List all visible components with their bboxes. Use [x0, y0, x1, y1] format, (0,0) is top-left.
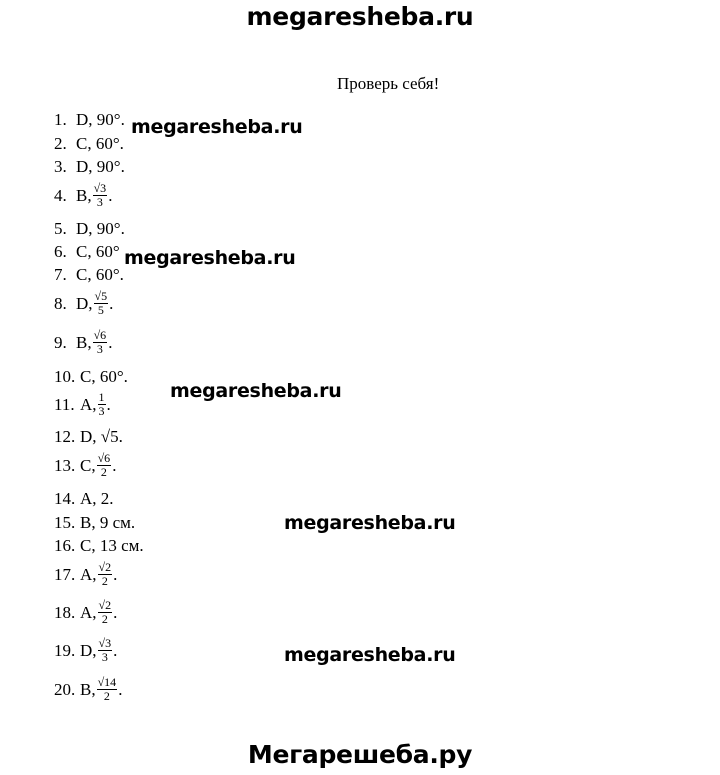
answer-item	[54, 428, 123, 445]
answer-letter: A,	[80, 602, 97, 622]
watermark: megaresheba.ru	[170, 380, 342, 402]
fraction	[93, 329, 108, 355]
watermark-bottom: Мегарешеба.ру	[247, 740, 473, 769]
fraction	[93, 182, 108, 208]
answer-number: 12.	[54, 427, 76, 446]
fraction-denominator: 5	[97, 302, 104, 317]
answer-number: 11.	[54, 394, 75, 414]
answer-item	[54, 561, 117, 587]
answer-number: 2.	[54, 134, 67, 153]
fraction	[98, 391, 106, 417]
answer-item	[54, 676, 122, 702]
answer-value: 60°.	[99, 367, 128, 386]
answer-letter: D,	[80, 640, 97, 660]
answer-value: 13 см.	[99, 536, 144, 555]
fraction-numerator: 1	[98, 390, 105, 404]
answer-tail: .	[108, 185, 113, 205]
answer-number: 4.	[54, 185, 67, 205]
answer-value: 60°.	[95, 265, 124, 284]
answer-letter: B,	[80, 679, 96, 699]
answer-value: 2.	[100, 489, 114, 508]
answer-tail: .	[112, 455, 117, 475]
answer-number: 14.	[54, 489, 76, 508]
fraction-numerator: √3	[98, 636, 112, 650]
answer-number: 8.	[54, 293, 67, 313]
answer-letter: C,	[80, 536, 96, 555]
answer-item	[54, 290, 113, 316]
fraction-numerator: √2	[98, 560, 112, 574]
answer-number: 9.	[54, 332, 67, 352]
fraction	[98, 599, 113, 625]
watermark: megaresheba.ru	[124, 247, 296, 269]
answer-value: 9 см.	[99, 513, 136, 532]
fraction	[97, 676, 118, 702]
answer-tail: .	[113, 564, 118, 584]
page-title: Проверь себя!	[337, 74, 440, 93]
answer-letter: D,	[76, 110, 93, 129]
fraction-denominator: 3	[101, 649, 108, 664]
answer-item	[54, 637, 117, 663]
answer-item	[54, 391, 111, 417]
answer-tail: .	[106, 394, 111, 414]
answer-value: 90°.	[96, 110, 125, 129]
answer-letter: D,	[76, 157, 93, 176]
answer-letter: C,	[80, 367, 96, 386]
answer-item	[54, 158, 125, 175]
answer-tail: .	[113, 602, 118, 622]
answer-item	[54, 452, 116, 478]
fraction-denominator: 3	[98, 403, 105, 418]
fraction-numerator: √14	[97, 675, 117, 689]
answer-letter: C,	[76, 242, 92, 261]
answer-item	[54, 490, 114, 507]
fraction-denominator: 3	[96, 341, 103, 356]
fraction	[98, 561, 113, 587]
fraction-numerator: √6	[93, 328, 107, 342]
answer-letter: A,	[80, 564, 97, 584]
answer-number: 5.	[54, 219, 67, 238]
answer-letter: B,	[80, 513, 96, 532]
answer-number: 20.	[54, 679, 76, 699]
fraction-numerator: √2	[98, 598, 112, 612]
answer-letter: D,	[76, 219, 93, 238]
answer-item	[54, 243, 120, 260]
answer-number: 17.	[54, 564, 76, 584]
watermark: megaresheba.ru	[131, 116, 303, 138]
watermark-top: megaresheba.ru	[246, 2, 474, 31]
fraction-denominator: 2	[101, 573, 108, 588]
answer-number: 6.	[54, 242, 67, 261]
answer-letter: B,	[76, 332, 92, 352]
watermark: megaresheba.ru	[284, 512, 456, 534]
answer-value: √5.	[100, 427, 123, 446]
answer-item	[54, 135, 124, 152]
answer-value: 90°.	[96, 157, 125, 176]
answer-number: 7.	[54, 265, 67, 284]
answer-number: 13.	[54, 455, 76, 475]
answer-letter: C,	[76, 134, 92, 153]
answer-number: 16.	[54, 536, 76, 555]
answer-letter: A,	[80, 394, 97, 414]
answer-number: 15.	[54, 513, 76, 532]
answer-letter: A,	[80, 489, 97, 508]
answer-number: 3.	[54, 157, 67, 176]
answer-value: 60°	[95, 242, 120, 261]
answer-value: 90°.	[96, 219, 125, 238]
watermark: megaresheba.ru	[284, 644, 456, 666]
answer-letter: B,	[76, 185, 92, 205]
fraction-numerator: √3	[93, 181, 107, 195]
fraction-denominator: 2	[100, 464, 107, 479]
answer-number: 19.	[54, 640, 76, 660]
fraction-denominator: 2	[101, 611, 108, 626]
answer-item	[54, 514, 135, 531]
answer-letter: D,	[80, 427, 97, 446]
answer-item	[54, 182, 112, 208]
fraction-denominator: 3	[96, 194, 103, 209]
answer-item	[54, 599, 117, 625]
answer-tail: .	[118, 679, 123, 699]
fraction-numerator: √5	[94, 289, 108, 303]
answer-item	[54, 537, 144, 554]
answer-letter: C,	[76, 265, 92, 284]
fraction-numerator: √6	[97, 451, 111, 465]
answer-number: 1.	[54, 110, 67, 129]
answer-letter: C,	[80, 455, 96, 475]
answer-number: 18.	[54, 602, 76, 622]
answer-item	[54, 111, 125, 128]
answer-item	[54, 266, 124, 283]
answer-tail: .	[108, 332, 113, 352]
answer-item	[54, 220, 125, 237]
answer-tail: .	[113, 640, 118, 660]
answer-number: 10.	[54, 367, 76, 386]
fraction	[98, 637, 113, 663]
answer-tail: .	[109, 293, 114, 313]
answer-item	[54, 329, 112, 355]
fraction-denominator: 2	[103, 688, 110, 703]
fraction	[94, 290, 109, 316]
answer-letter: D,	[76, 293, 93, 313]
answer-item	[54, 368, 128, 385]
answer-value: 60°.	[95, 134, 124, 153]
fraction	[97, 452, 112, 478]
